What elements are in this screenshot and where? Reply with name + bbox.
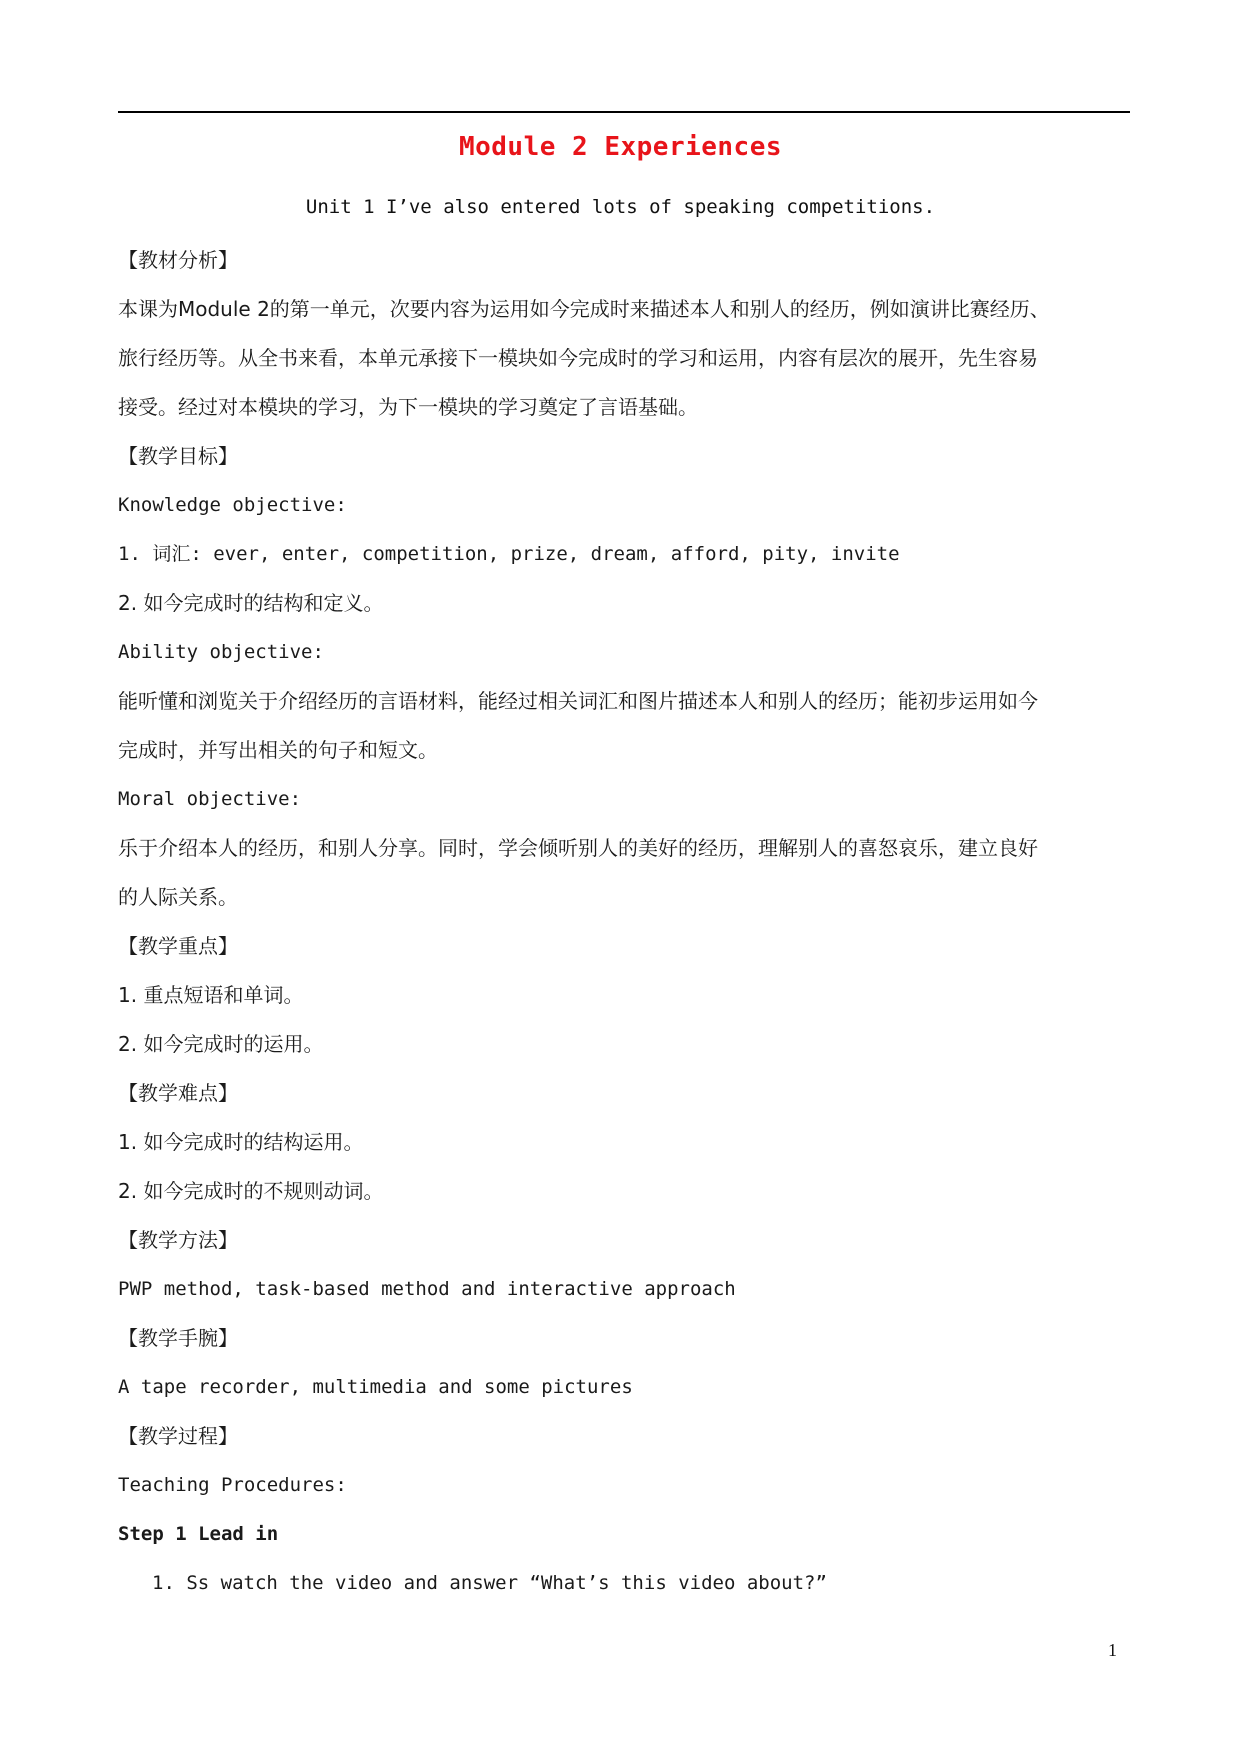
list-item: 1. Ss watch the video and answer “What’s this video about?” xyxy=(152,1572,827,1594)
knowledge-objective-label: Knowledge objective: xyxy=(118,494,347,516)
document-title: Module 2 Experiences xyxy=(458,132,783,162)
document-body xyxy=(118,236,1130,1608)
teaching-procedures-label: Teaching Procedures: xyxy=(118,1474,347,1496)
section-heading-teaching-objectives: 【教学目标】 xyxy=(118,444,238,468)
section-heading-teaching-aids: 【教学手腕】 xyxy=(118,1326,238,1350)
paragraph-line: A tape recorder, multimedia and some pictures xyxy=(118,1376,633,1398)
list-item: 1. 如今完成时的结构运用。 xyxy=(118,1130,364,1154)
list-item: 1. 词汇: ever, enter, competition, prize, dream, afford, pity, invite xyxy=(118,543,900,565)
list-item: 2. 如今完成时的不规则动词。 xyxy=(118,1179,384,1203)
page-number: 1 xyxy=(1108,1640,1117,1660)
list-item: 2. 如今完成时的运用。 xyxy=(118,1032,324,1056)
paragraph-line: 接受。经过对本模块的学习，为下一模块的学习奠定了言语基础。 xyxy=(118,395,698,419)
paragraph-line: PWP method, task-based method and interactive approach xyxy=(118,1278,736,1300)
paragraph-line: 本课为Module 2的第一单元，次要内容为运用如今完成时来描述本人和别人的经历，例如演讲比赛经历、 xyxy=(118,297,1050,321)
section-heading-key-points: 【教学重点】 xyxy=(118,934,238,958)
section-heading-methods: 【教学方法】 xyxy=(118,1228,238,1252)
list-item: 2. 如今完成时的结构和定义。 xyxy=(118,591,384,615)
paragraph-line: 能听懂和浏览关于介绍经历的言语材料，能经过相关词汇和图片描述本人和别人的经历；能初步运用如今 xyxy=(118,689,1038,713)
section-heading-textbook-analysis: 【教材分析】 xyxy=(118,248,238,272)
section-heading-teaching-process: 【教学过程】 xyxy=(118,1424,238,1448)
ability-objective-label: Ability objective: xyxy=(118,641,324,663)
paragraph-line: 乐于介绍本人的经历，和别人分享。同时，学会倾听别人的美好的经历，理解别人的喜怒哀乐，建立良好 xyxy=(118,836,1038,860)
header-rule xyxy=(118,111,1130,113)
section-heading-difficulties: 【教学难点】 xyxy=(118,1081,238,1105)
step-heading: Step 1 Lead in xyxy=(118,1523,279,1545)
moral-objective-label: Moral objective: xyxy=(118,788,302,810)
list-item: 1. 重点短语和单词。 xyxy=(118,983,304,1007)
paragraph-line: 的人际关系。 xyxy=(118,885,238,909)
document-subtitle: Unit 1 I’ve also entered lots of speaking competitions. xyxy=(305,196,936,218)
paragraph-line: 完成时，并写出相关的句子和短文。 xyxy=(118,738,438,762)
paragraph-line: 旅行经历等。从全书来看，本单元承接下一模块如今完成时的学习和运用，内容有层次的展开，先生容易 xyxy=(118,346,1038,370)
